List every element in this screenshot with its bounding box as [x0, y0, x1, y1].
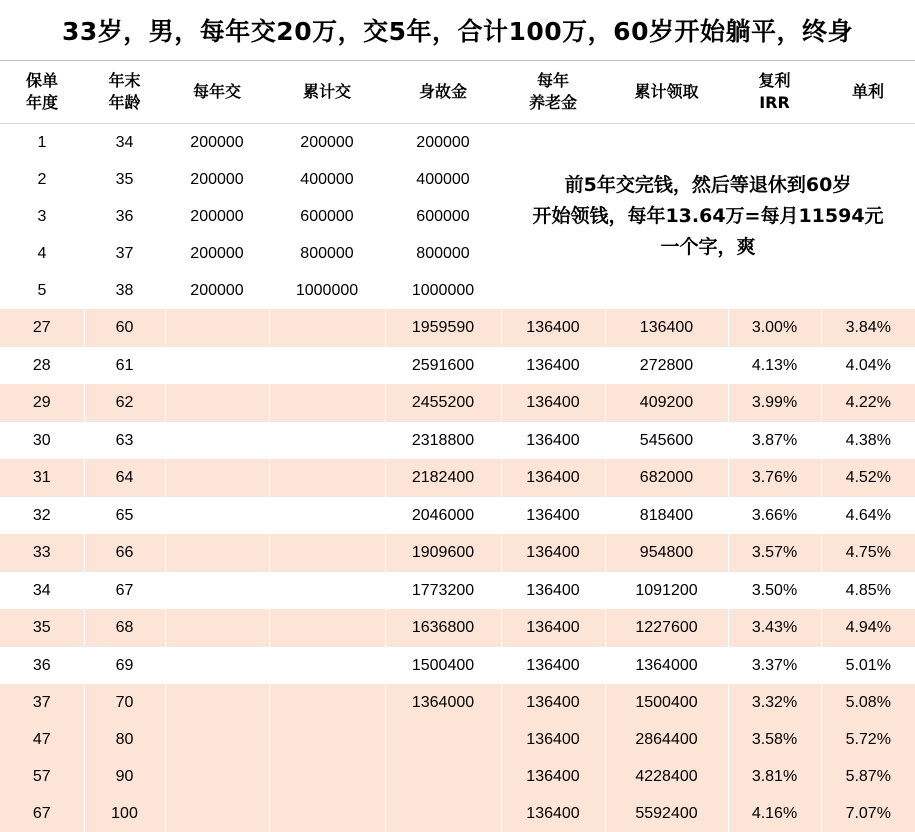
cell-age: 100	[84, 795, 165, 832]
cell-simple-interest: 4.94%	[821, 609, 915, 647]
header-compound-irr: 复利 IRR	[728, 61, 821, 124]
cell-policy-year: 47	[0, 721, 84, 758]
cell-age: 69	[84, 647, 165, 685]
cell-simple-interest: 5.08%	[821, 684, 915, 721]
cell-compound-irr: 3.58%	[728, 721, 821, 758]
page-title: 33岁，男，每年交20万，交5年，合计100万，60岁开始躺平，终身	[0, 0, 915, 61]
cell-cumulative-received: 954800	[605, 534, 728, 572]
cell-simple-interest: 4.75%	[821, 534, 915, 572]
table-row	[0, 497, 915, 535]
table-row	[0, 647, 915, 685]
cell-total-premium	[269, 497, 385, 535]
cell-death-benefit: 1000000	[385, 272, 501, 309]
cell-simple-interest: 4.38%	[821, 422, 915, 460]
cell-age: 36	[84, 198, 165, 235]
cell-age: 66	[84, 534, 165, 572]
cell-total-premium	[269, 384, 385, 422]
table-row	[0, 459, 915, 497]
cell-annual-premium	[165, 459, 269, 497]
cell-annual-premium: 200000	[165, 272, 269, 309]
cell-policy-year: 33	[0, 534, 84, 572]
cell-simple-interest: 4.64%	[821, 497, 915, 535]
cell-annual-premium	[165, 721, 269, 758]
cell-simple-interest: 4.85%	[821, 572, 915, 610]
cell-policy-year: 37	[0, 684, 84, 721]
header-annual-pension: 每年 养老金	[501, 61, 605, 124]
cell-age: 80	[84, 721, 165, 758]
cell-annual-pension: 136400	[501, 758, 605, 795]
cell-annual-premium	[165, 309, 269, 347]
cell-annual-premium	[165, 422, 269, 460]
cell-total-premium: 200000	[269, 124, 385, 162]
cell-total-premium	[269, 795, 385, 832]
cell-age: 61	[84, 347, 165, 385]
cell-death-benefit: 200000	[385, 124, 501, 162]
cell-age: 90	[84, 758, 165, 795]
cell-death-benefit: 2046000	[385, 497, 501, 535]
table-row	[0, 572, 915, 610]
cell-policy-year: 57	[0, 758, 84, 795]
cell-cumulative-received: 136400	[605, 309, 728, 347]
cell-death-benefit: 400000	[385, 161, 501, 198]
cell-compound-irr: 3.43%	[728, 609, 821, 647]
cell-age: 70	[84, 684, 165, 721]
cell-simple-interest: 5.87%	[821, 758, 915, 795]
cell-annual-premium	[165, 497, 269, 535]
cell-total-premium	[269, 534, 385, 572]
plan-note-line: 前5年交完钱，然后等退休到60岁	[564, 174, 852, 196]
cell-total-premium: 800000	[269, 235, 385, 272]
cell-annual-pension: 136400	[501, 647, 605, 685]
cell-age: 67	[84, 572, 165, 610]
cell-policy-year: 27	[0, 309, 84, 347]
cell-death-benefit	[385, 721, 501, 758]
cell-annual-premium	[165, 684, 269, 721]
cell-annual-premium	[165, 758, 269, 795]
cell-total-premium	[269, 459, 385, 497]
cell-compound-irr: 4.16%	[728, 795, 821, 832]
table-row	[0, 684, 915, 721]
cell-annual-premium	[165, 572, 269, 610]
cell-annual-pension: 136400	[501, 459, 605, 497]
cell-policy-year: 29	[0, 384, 84, 422]
cell-total-premium	[269, 647, 385, 685]
cell-policy-year: 2	[0, 161, 84, 198]
cell-death-benefit	[385, 758, 501, 795]
table-row	[0, 721, 915, 758]
cell-age: 64	[84, 459, 165, 497]
cell-simple-interest: 4.04%	[821, 347, 915, 385]
cell-annual-pension: 136400	[501, 609, 605, 647]
cell-death-benefit: 600000	[385, 198, 501, 235]
cell-age: 60	[84, 309, 165, 347]
cell-annual-premium: 200000	[165, 198, 269, 235]
cell-policy-year: 3	[0, 198, 84, 235]
cell-compound-irr: 3.87%	[728, 422, 821, 460]
cell-age: 65	[84, 497, 165, 535]
cell-age: 38	[84, 272, 165, 309]
cell-compound-irr: 3.32%	[728, 684, 821, 721]
cell-annual-pension: 136400	[501, 534, 605, 572]
cell-annual-pension: 136400	[501, 347, 605, 385]
cell-simple-interest: 3.84%	[821, 309, 915, 347]
cell-cumulative-received: 1500400	[605, 684, 728, 721]
cell-cumulative-received: 272800	[605, 347, 728, 385]
cell-compound-irr: 4.13%	[728, 347, 821, 385]
cell-annual-premium	[165, 609, 269, 647]
cell-death-benefit: 1364000	[385, 684, 501, 721]
cell-annual-pension: 136400	[501, 384, 605, 422]
cell-annual-pension: 136400	[501, 684, 605, 721]
cell-annual-premium	[165, 384, 269, 422]
cell-simple-interest: 4.52%	[821, 459, 915, 497]
cell-policy-year: 34	[0, 572, 84, 610]
cell-cumulative-received: 5592400	[605, 795, 728, 832]
cell-total-premium	[269, 309, 385, 347]
header-simple-interest: 单利	[821, 61, 915, 124]
cell-age: 37	[84, 235, 165, 272]
cell-annual-pension: 136400	[501, 795, 605, 832]
cell-total-premium	[269, 422, 385, 460]
cell-death-benefit: 1773200	[385, 572, 501, 610]
cell-total-premium: 1000000	[269, 272, 385, 309]
table-header-row	[0, 61, 915, 124]
cell-annual-premium	[165, 347, 269, 385]
cell-death-benefit: 1959590	[385, 309, 501, 347]
cell-death-benefit: 1636800	[385, 609, 501, 647]
cell-cumulative-received: 1091200	[605, 572, 728, 610]
cell-compound-irr: 3.37%	[728, 647, 821, 685]
cell-simple-interest: 4.22%	[821, 384, 915, 422]
cell-compound-irr: 3.81%	[728, 758, 821, 795]
header-age: 年末 年龄	[84, 61, 165, 124]
cell-age: 35	[84, 161, 165, 198]
table-row	[0, 534, 915, 572]
cell-compound-irr: 3.00%	[728, 309, 821, 347]
cell-total-premium: 600000	[269, 198, 385, 235]
cell-policy-year: 5	[0, 272, 84, 309]
header-cumulative-received: 累计领取	[605, 61, 728, 124]
cell-annual-pension: 136400	[501, 572, 605, 610]
cell-cumulative-received: 4228400	[605, 758, 728, 795]
cell-cumulative-received: 818400	[605, 497, 728, 535]
plan-note	[501, 124, 915, 310]
plan-note-line: 一个字，爽	[660, 236, 756, 258]
cell-annual-premium	[165, 795, 269, 832]
cell-policy-year: 31	[0, 459, 84, 497]
cell-policy-year: 4	[0, 235, 84, 272]
cell-policy-year: 36	[0, 647, 84, 685]
cell-compound-irr: 3.66%	[728, 497, 821, 535]
cell-total-premium	[269, 609, 385, 647]
cell-death-benefit: 1500400	[385, 647, 501, 685]
cell-death-benefit	[385, 795, 501, 832]
table-row	[0, 347, 915, 385]
cell-death-benefit: 2455200	[385, 384, 501, 422]
header-policy-year: 保单 年度	[0, 61, 84, 124]
cell-death-benefit: 2182400	[385, 459, 501, 497]
cell-annual-pension: 136400	[501, 497, 605, 535]
table-row	[0, 795, 915, 832]
cell-total-premium: 400000	[269, 161, 385, 198]
cell-policy-year: 28	[0, 347, 84, 385]
cell-total-premium	[269, 572, 385, 610]
cell-cumulative-received: 409200	[605, 384, 728, 422]
cell-age: 63	[84, 422, 165, 460]
cell-cumulative-received: 1364000	[605, 647, 728, 685]
cell-annual-premium	[165, 647, 269, 685]
table-row	[0, 758, 915, 795]
cell-age: 34	[84, 124, 165, 162]
cell-compound-irr: 3.76%	[728, 459, 821, 497]
cell-total-premium	[269, 684, 385, 721]
cell-cumulative-received: 1227600	[605, 609, 728, 647]
cell-age: 68	[84, 609, 165, 647]
cell-cumulative-received: 2864400	[605, 721, 728, 758]
cell-simple-interest: 5.01%	[821, 647, 915, 685]
cell-policy-year: 67	[0, 795, 84, 832]
table-row	[0, 422, 915, 460]
table-row	[0, 309, 915, 347]
table-row	[0, 609, 915, 647]
plan-note-line: 开始领钱，每年13.64万=每月11594元	[532, 205, 884, 227]
cell-cumulative-received: 545600	[605, 422, 728, 460]
cell-annual-pension: 136400	[501, 422, 605, 460]
header-death-benefit: 身故金	[385, 61, 501, 124]
cell-policy-year: 35	[0, 609, 84, 647]
cell-simple-interest: 7.07%	[821, 795, 915, 832]
cell-annual-pension: 136400	[501, 309, 605, 347]
cell-simple-interest: 5.72%	[821, 721, 915, 758]
cell-annual-premium: 200000	[165, 124, 269, 162]
cell-policy-year: 32	[0, 497, 84, 535]
cell-death-benefit: 2318800	[385, 422, 501, 460]
table-row	[0, 384, 915, 422]
cell-policy-year: 30	[0, 422, 84, 460]
cell-age: 62	[84, 384, 165, 422]
header-total-premium: 累计交	[269, 61, 385, 124]
cell-compound-irr: 3.57%	[728, 534, 821, 572]
cell-death-benefit: 800000	[385, 235, 501, 272]
cell-total-premium	[269, 721, 385, 758]
cell-annual-premium: 200000	[165, 235, 269, 272]
cell-policy-year: 1	[0, 124, 84, 162]
cell-compound-irr: 3.50%	[728, 572, 821, 610]
cell-compound-irr: 3.99%	[728, 384, 821, 422]
table-row	[0, 124, 915, 162]
cell-death-benefit: 2591600	[385, 347, 501, 385]
cell-total-premium	[269, 347, 385, 385]
policy-benefit-table	[0, 61, 915, 832]
cell-annual-premium	[165, 534, 269, 572]
cell-annual-pension: 136400	[501, 721, 605, 758]
cell-annual-premium: 200000	[165, 161, 269, 198]
cell-death-benefit: 1909600	[385, 534, 501, 572]
header-annual-premium: 每年交	[165, 61, 269, 124]
cell-cumulative-received: 682000	[605, 459, 728, 497]
cell-total-premium	[269, 758, 385, 795]
